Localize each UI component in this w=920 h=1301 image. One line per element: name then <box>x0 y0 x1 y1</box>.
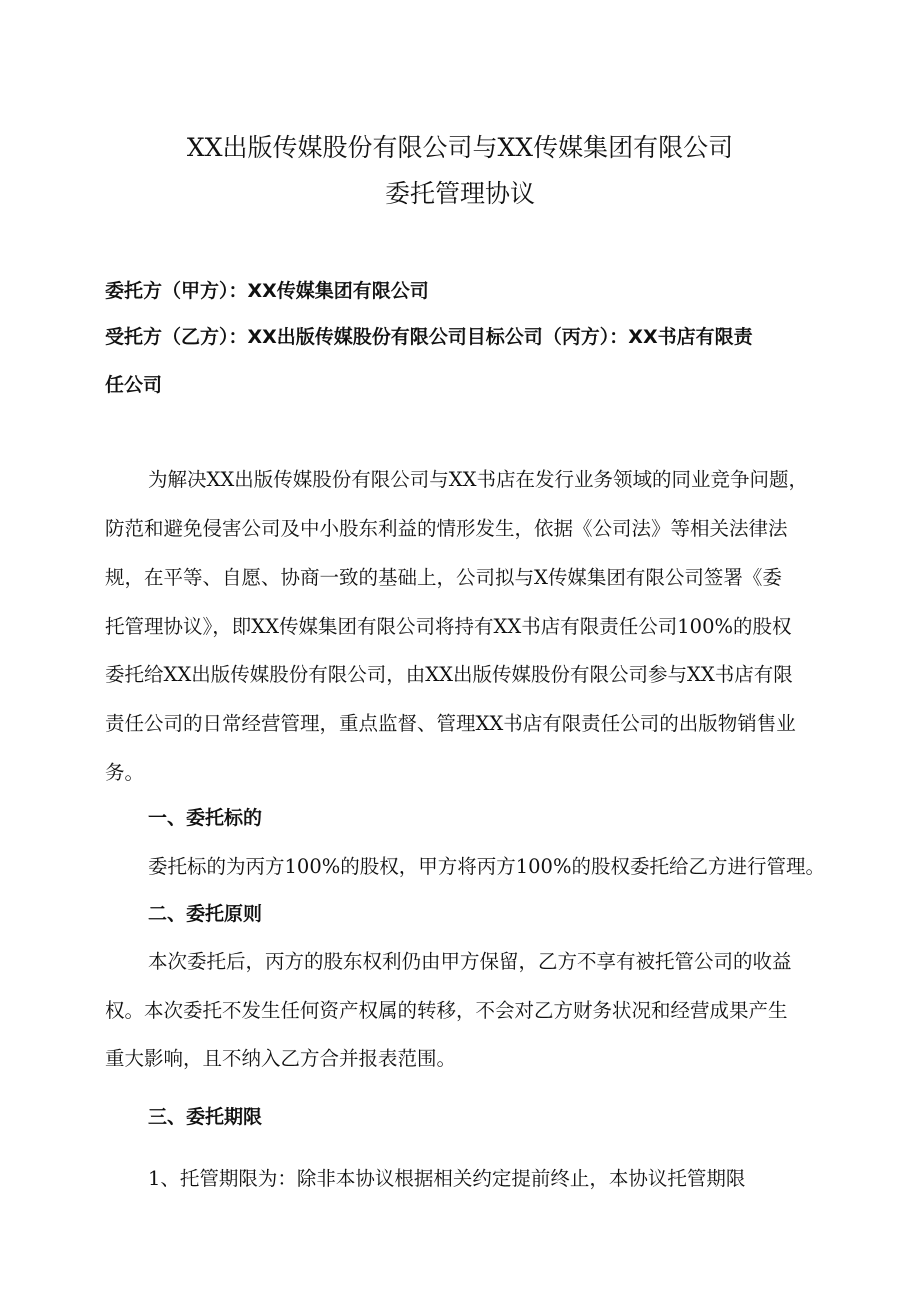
section2-line: 重大影响，且不纳入乙方合并报表范围。 <box>105 1047 457 1070</box>
party-a: 委托方（甲方）：XX传媒集团有限公司 <box>105 280 429 302</box>
section2-line: 本次委托后，丙方的股东权利仍由甲方保留，乙方不享有被托管公司的收益 <box>148 950 792 973</box>
section3-item1: 1、托管期限为：除非本协议根据相关约定提前终止，本协议托管期限 <box>148 1167 746 1190</box>
section2-heading: 二、委托原则 <box>148 903 263 925</box>
intro-line: 责任公司的日常经营管理，重点监督、管理XX书店有限责任公司的出版物销售业 <box>105 712 796 735</box>
section2-line: 权。本次委托不发生任何资产权属的转移，不会对乙方财务状况和经营成果产生 <box>105 999 788 1022</box>
intro-line: 委托给XX出版传媒股份有限公司，由XX出版传媒股份有限公司参与XX书店有限 <box>105 663 793 686</box>
intro-line: 托管理协议》，即XX传媒集团有限公司将持有XX书店有限责任公司100%的股权 <box>105 615 792 638</box>
intro-line: 防范和避免侵害公司及中小股东利益的情形发生，依据《公司法》等相关法律法 <box>105 517 788 540</box>
party-b: 受托方（乙方）：XX出版传媒股份有限公司目标公司（丙方）：XX书店有限责 <box>105 326 753 348</box>
section3-heading: 三、委托期限 <box>148 1106 263 1128</box>
section1-text: 委托标的为丙方100%的股权，甲方将丙方100%的股权委托给乙方进行管理。 <box>148 855 825 878</box>
intro-line: 为解决XX出版传媒股份有限公司与XX书店在发行业务领域的同业竞争问题， <box>148 468 809 491</box>
document-title-line1: XX出版传媒股份有限公司与XX传媒集团有限公司 <box>186 133 734 162</box>
intro-line: 规，在平等、自愿、协商一致的基础上，公司拟与X传媒集团有限公司签署《委 <box>105 566 782 589</box>
section1-heading: 一、委托标的 <box>148 807 263 829</box>
document-title-line2: 委托管理协议 <box>384 179 535 208</box>
intro-line: 务。 <box>105 761 145 784</box>
party-b-continued: 任公司 <box>105 374 163 396</box>
